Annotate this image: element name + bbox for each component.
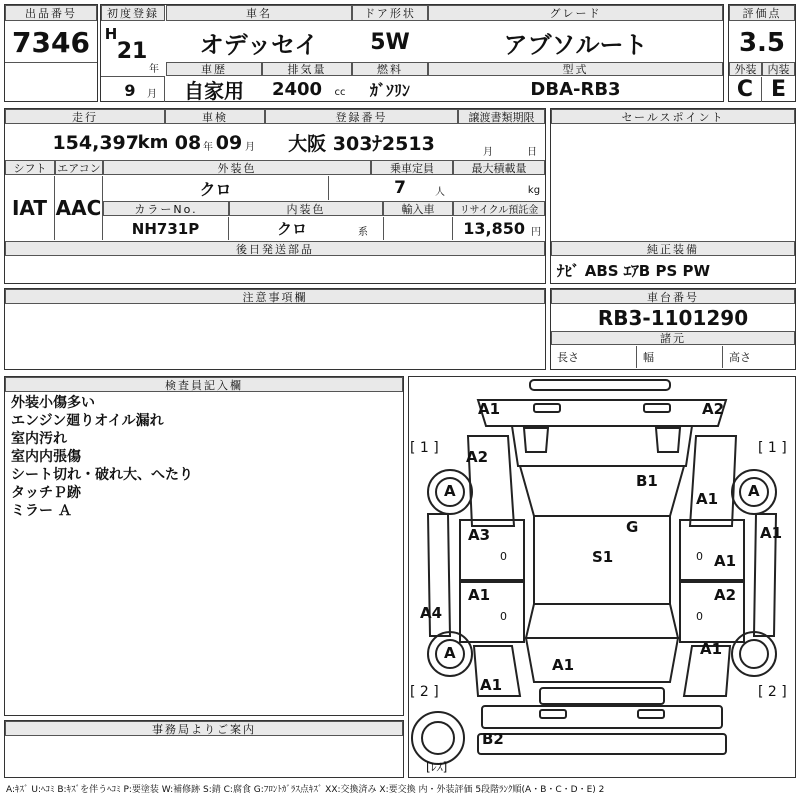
mileage-unit: km bbox=[137, 132, 169, 153]
capacity-value: 7 bbox=[394, 178, 406, 198]
first-reg-month: 9 bbox=[124, 80, 136, 100]
inspector-note: シート切れ・破れ大、へたり bbox=[11, 467, 193, 483]
height-label: 高さ bbox=[729, 351, 751, 364]
first-reg-label: 初度登録 bbox=[101, 5, 165, 21]
tag-spare: [ﾚｽ] bbox=[426, 760, 448, 774]
inspection-year: 08 bbox=[174, 131, 202, 154]
mark-side-right: A1 bbox=[760, 524, 783, 542]
fuel-label: 燃料 bbox=[352, 62, 428, 76]
mark-roof: G bbox=[626, 518, 639, 536]
history-label: 車歴 bbox=[166, 62, 262, 76]
chassis-label: 車台番号 bbox=[551, 289, 795, 304]
inspector-note: タッチＰ跡 bbox=[11, 485, 81, 501]
recycle-unit: 円 bbox=[531, 226, 541, 238]
mark-seat: S1 bbox=[592, 548, 614, 566]
inspector-note: 外装小傷多い bbox=[11, 395, 95, 411]
shift-label: シフト bbox=[5, 160, 55, 175]
load-label: 最大積載量 bbox=[453, 160, 545, 175]
grade-label: グレード bbox=[428, 5, 723, 21]
mark-quarter-right: A1 bbox=[700, 640, 723, 658]
displacement: 2400 bbox=[271, 79, 323, 100]
int-color-unit: 系 bbox=[358, 226, 368, 238]
transfer-month: 月 bbox=[483, 146, 493, 158]
capacity-unit: 人 bbox=[435, 186, 445, 198]
first-reg-year: 21 bbox=[116, 38, 148, 64]
score-value: 3.5 bbox=[738, 28, 786, 58]
mark-door-rr: A2 bbox=[714, 586, 737, 604]
mark-wheel-fr: A bbox=[748, 482, 760, 500]
tag-one-left: [ 1 ] bbox=[410, 440, 439, 456]
color-no-value: NH731P bbox=[103, 217, 229, 240]
plate-label: 登録番号 bbox=[265, 109, 458, 124]
ac-value: AAC bbox=[55, 176, 103, 240]
mark-door-rr-zero: 0 bbox=[696, 610, 703, 623]
equipment-label: 純正装備 bbox=[551, 241, 795, 256]
transfer-label: 譲渡書類期限 bbox=[458, 109, 545, 124]
inspector-note: ミラー Ａ bbox=[11, 503, 72, 519]
legend-text: A:ｷｽﾞ U:ﾍｺﾐ B:ｷｽﾞを伴うﾍｺﾐ P:要塗装 W:補修跡 S:錆 C:腐食 G:ﾌﾛﾝﾄｶﾞﾗｽ点ｷｽﾞ XX:交換済み X:要交換 内・外装評価 5段階ﾗﾝｸ順(A・B・C・D・E) 2 bbox=[6, 785, 605, 795]
int-color-value: クロ bbox=[276, 220, 307, 238]
sales-label: セールスポイント bbox=[551, 109, 795, 124]
inspector-note: 室内内張傷 bbox=[11, 449, 81, 465]
exterior-label: 外装 bbox=[729, 62, 762, 76]
mark-wheel-rl: A bbox=[444, 644, 456, 662]
score-label: 評価点 bbox=[729, 5, 795, 21]
capacity-label: 乗車定員 bbox=[371, 160, 453, 175]
car-history: 自家用 bbox=[184, 79, 244, 103]
mileage-label: 走行 bbox=[5, 109, 165, 124]
inspector-note: 室内汚れ bbox=[11, 431, 67, 447]
era-letter: H bbox=[104, 25, 118, 43]
car-outline-diagram bbox=[408, 376, 796, 778]
mark-door-fr: A1 bbox=[714, 552, 737, 570]
width-label: 幅 bbox=[637, 346, 723, 368]
interior-label: 内装 bbox=[762, 62, 795, 76]
ext-color-value: クロ bbox=[103, 176, 329, 200]
ext-color-label: 外装色 bbox=[103, 160, 371, 175]
mark-rear-left: A1 bbox=[480, 676, 503, 694]
recycle-value: 13,850 bbox=[463, 219, 525, 238]
interior-grade: E bbox=[770, 77, 787, 102]
mark-fender-right: A1 bbox=[696, 490, 719, 508]
tag-one-right: [ 1 ] bbox=[758, 440, 787, 456]
mark-door-rl: A1 bbox=[468, 586, 491, 604]
tag-two-right: [ 2 ] bbox=[758, 684, 787, 700]
int-color-label: 内装色 bbox=[229, 201, 383, 216]
car-name-label: 車名 bbox=[166, 5, 352, 21]
exterior-grade: C bbox=[729, 77, 762, 102]
caution-label: 注意事項欄 bbox=[5, 289, 545, 304]
inspection-year-unit: 年 bbox=[203, 141, 213, 153]
mark-front-right: A2 bbox=[702, 400, 725, 418]
fuel: ｶﾞｿﾘﾝ bbox=[369, 81, 410, 100]
grade: アブソルート bbox=[503, 30, 648, 59]
shift-value: IAT bbox=[5, 176, 55, 240]
lot-label: 出品番号 bbox=[5, 5, 97, 21]
office-label: 事務局よりご案内 bbox=[5, 721, 403, 736]
inspection-month: 09 bbox=[215, 131, 243, 154]
mark-door-fr-zero: 0 bbox=[696, 550, 703, 563]
inspector-label: 検査員記入欄 bbox=[5, 377, 403, 392]
transfer-day: 日 bbox=[527, 146, 537, 158]
import-label: 輸入車 bbox=[383, 201, 453, 216]
mark-bumper-rear: B2 bbox=[482, 730, 504, 748]
displacement-unit: cc bbox=[334, 86, 346, 98]
plate-number: 大阪 303ﾅ2513 bbox=[288, 133, 435, 155]
doors-label: ドア形状 bbox=[352, 5, 428, 21]
mark-hood: B1 bbox=[636, 472, 658, 490]
specs-label: 諸元 bbox=[551, 331, 795, 345]
mark-wheel-fl: A bbox=[444, 482, 456, 500]
mark-fender-left: A2 bbox=[466, 448, 489, 466]
equipment-value: ﾅﾋﾞ ABS ｴｱB PS PW bbox=[557, 261, 711, 280]
model-code: DBA-RB3 bbox=[530, 79, 621, 100]
inspection-label: 車検 bbox=[165, 109, 265, 124]
mark-side-left: A4 bbox=[420, 604, 443, 622]
load-unit: kg bbox=[527, 184, 541, 196]
lot-number: 7346 bbox=[12, 25, 90, 59]
car-name: オデッセイ bbox=[199, 30, 319, 59]
displacement-label: 排気量 bbox=[262, 62, 352, 76]
inspection-month-unit: 月 bbox=[245, 141, 255, 153]
mark-door-fl-zero: 0 bbox=[500, 550, 507, 563]
recycle-label: リサイクル預託金 bbox=[453, 201, 545, 216]
tag-two-left: [ 2 ] bbox=[410, 684, 439, 700]
inspector-notes bbox=[5, 394, 403, 520]
color-no-label: カラーNo. bbox=[103, 201, 229, 216]
import-value-cell bbox=[383, 217, 453, 240]
door-type: 5W bbox=[370, 29, 410, 55]
month-unit: 月 bbox=[147, 88, 157, 100]
mark-front-left: A1 bbox=[478, 400, 501, 418]
lot-lower-cell bbox=[5, 62, 97, 102]
mileage-value: 154,397 bbox=[52, 131, 139, 154]
later-parts-label: 後日発送部品 bbox=[5, 241, 545, 256]
mark-door-fl: A3 bbox=[468, 526, 491, 544]
length-label: 長さ bbox=[551, 346, 637, 368]
mark-door-rl-zero: 0 bbox=[500, 610, 507, 623]
model-label: 型式 bbox=[428, 62, 723, 76]
chassis-number: RB3-1101290 bbox=[597, 306, 749, 330]
ac-label: エアコン bbox=[55, 160, 103, 175]
year-unit: 年 bbox=[149, 63, 159, 75]
inspector-note: エンジン廻りオイル漏れ bbox=[11, 413, 164, 429]
mark-trunk: A1 bbox=[552, 656, 575, 674]
